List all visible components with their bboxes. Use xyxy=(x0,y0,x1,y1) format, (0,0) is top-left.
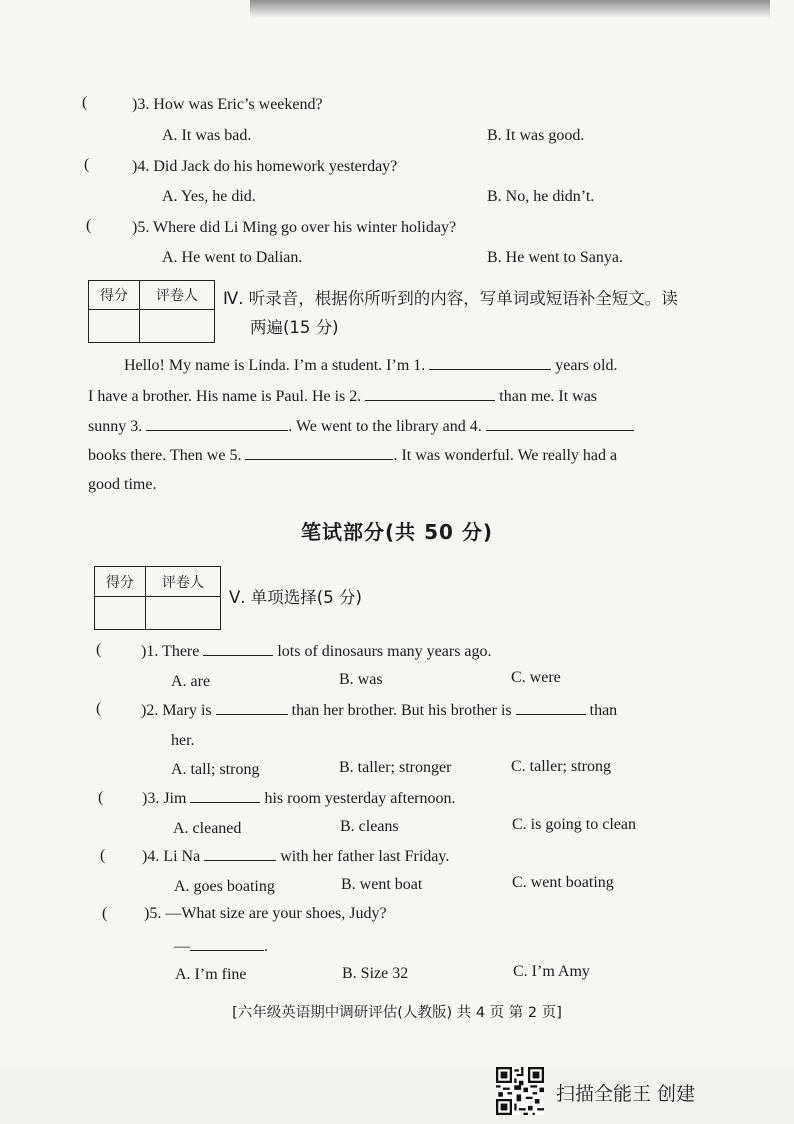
question-text: )5. Where did Li Ming go over his winter holiday? xyxy=(132,219,457,236)
passage-line xyxy=(124,355,617,375)
passage-text: than me. It was xyxy=(495,388,598,405)
option-b: B. It was good. xyxy=(487,127,585,144)
question-text xyxy=(141,641,492,662)
option-b: B. was xyxy=(339,671,383,688)
answer-blank[interactable] xyxy=(190,936,264,951)
scanner-brand: 扫描全能王 创建 xyxy=(556,1083,696,1105)
option-b: B. No, he didn’t. xyxy=(487,188,595,205)
page-footer: [六年级英语期中调研评估(人教版) 共 4 页 第 2 页] xyxy=(232,1005,562,1021)
grader-cell xyxy=(145,597,220,630)
score-cell xyxy=(89,310,140,343)
question-stem: )1. There xyxy=(141,643,204,660)
option-c: C. went boating xyxy=(512,874,614,891)
answer-paren: ( xyxy=(100,847,106,864)
question-text-cont: her. xyxy=(171,732,195,749)
grader-label: 评卷人 xyxy=(139,281,214,310)
passage-text: books there. Then we 5. xyxy=(88,447,246,464)
section-title-cont: 两遍(15 分) xyxy=(250,318,339,337)
option-c: C. is going to clean xyxy=(512,816,636,833)
passage-line xyxy=(88,445,617,465)
option-a: A. cleaned xyxy=(173,820,242,837)
question-stem: lots of dinosaurs many years ago. xyxy=(273,643,492,660)
passage-text: Hello! My name is Linda. I’m a student. I’m 1. xyxy=(124,357,430,374)
score-cell xyxy=(95,597,146,630)
section-heading: 笔试部分(共 50 分) xyxy=(300,520,494,544)
qr-code-icon xyxy=(496,1067,544,1115)
blank-2[interactable] xyxy=(365,386,495,401)
passage-line xyxy=(88,416,634,436)
question-text xyxy=(142,846,449,867)
blank-1[interactable] xyxy=(429,355,551,370)
answer-paren: ( xyxy=(98,789,104,806)
blank-3[interactable] xyxy=(146,416,288,431)
answer-paren: ( xyxy=(84,156,90,173)
answer-blank[interactable] xyxy=(216,700,288,715)
option-b: B. He went to Sanya. xyxy=(487,249,623,266)
option-b: B. Size 32 xyxy=(342,965,409,982)
answer-blank[interactable] xyxy=(204,846,276,861)
option-a: A. goes boating xyxy=(174,878,275,895)
option-a: A. It was bad. xyxy=(162,127,252,144)
passage-line xyxy=(88,386,597,406)
option-b: B. went boat xyxy=(341,876,423,893)
option-c: C. I’m Amy xyxy=(513,963,590,980)
option-c: C. taller; strong xyxy=(511,758,611,775)
question-stem: )3. Jim xyxy=(142,790,191,807)
question-stem: his room yesterday afternoon. xyxy=(260,790,456,807)
question-text xyxy=(141,700,617,721)
answer-paren: ( xyxy=(82,94,88,111)
question-stem: )4. Li Na xyxy=(142,848,205,865)
grader-cell xyxy=(139,310,214,343)
passage-text: . We went to the library and 4. xyxy=(288,418,486,435)
question-text: )5. —What size are your shoes, Judy? xyxy=(144,905,387,922)
dash: — xyxy=(174,938,190,955)
passage-text: sunny 3. xyxy=(88,418,147,435)
blank-4[interactable] xyxy=(486,416,634,431)
question-stem: )2. Mary is xyxy=(141,702,216,719)
passage-line xyxy=(88,476,156,494)
question-text: )4. Did Jack do his homework yesterday? xyxy=(132,158,398,175)
answer-paren: ( xyxy=(86,217,92,234)
option-a: A. He went to Dalian. xyxy=(162,249,303,266)
section-title: Ⅴ. 单项选择(5 分) xyxy=(229,588,362,607)
answer-blank[interactable] xyxy=(203,641,273,656)
score-label: 得分 xyxy=(95,567,146,597)
option-a: A. tall; strong xyxy=(171,761,260,778)
passage-text: . It was wonderful. We really had a xyxy=(393,447,618,464)
option-b: B. taller; stronger xyxy=(339,759,452,776)
answer-blank[interactable] xyxy=(190,788,260,803)
question-stem: than her brother. But his brother is xyxy=(287,702,516,719)
option-a: A. I’m fine xyxy=(175,966,247,983)
score-label: 得分 xyxy=(89,281,140,310)
question-stem: with her father last Friday. xyxy=(276,848,450,865)
question-text xyxy=(142,788,456,809)
option-a: A. Yes, he did. xyxy=(162,188,256,205)
answer-paren: ( xyxy=(96,700,102,717)
passage-text: years old. xyxy=(551,357,618,374)
answer-paren: ( xyxy=(102,905,108,922)
option-a: A. are xyxy=(171,673,211,690)
answer-blank[interactable] xyxy=(516,700,586,715)
option-c: C. were xyxy=(511,669,561,686)
blank-5[interactable] xyxy=(245,445,393,460)
score-box xyxy=(94,566,221,630)
answer-line xyxy=(174,936,268,957)
passage-text: good time. xyxy=(88,476,157,493)
question-text: )3. How was Eric’s weekend? xyxy=(132,96,323,113)
period: . xyxy=(264,938,268,955)
question-stem: than xyxy=(585,702,618,719)
passage-text: I have a brother. His name is Paul. He is 2. xyxy=(88,388,366,405)
scan-shadow xyxy=(250,0,770,18)
grader-label: 评卷人 xyxy=(145,567,220,597)
section-title: Ⅳ. 听录音，根据你所听到的内容，写单词或短语补全短文。读 xyxy=(223,289,678,308)
option-b: B. cleans xyxy=(340,818,399,835)
answer-paren: ( xyxy=(96,641,102,658)
score-box xyxy=(88,280,215,343)
